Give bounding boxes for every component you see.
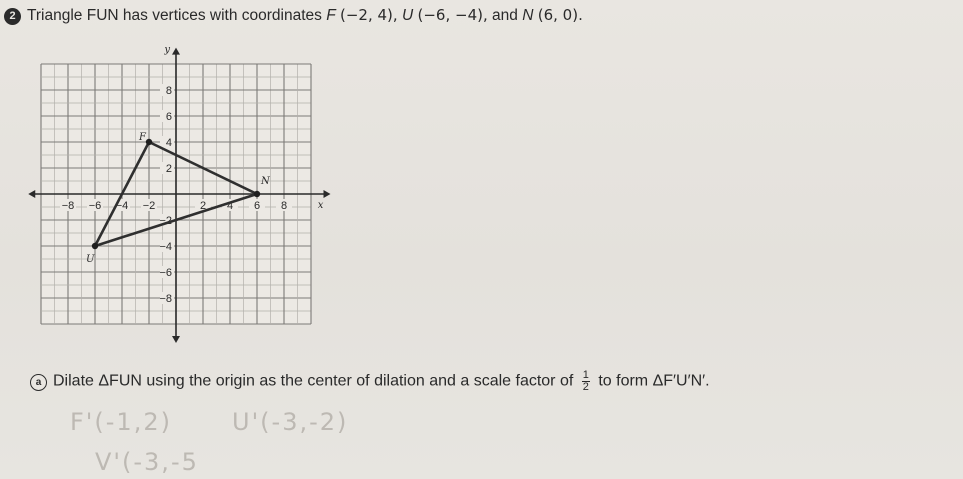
y-tick-label: −8 [159,293,172,305]
x-axis-arrow-left [28,190,35,198]
x-tick-label: −6 [88,200,102,212]
vertex-label-u: U [86,254,95,265]
x-tick-label: −4 [115,200,129,212]
x-axis-label: x [317,200,324,211]
y-tick-label: −2 [159,215,172,227]
vertex-n-label: N [522,7,534,24]
y-tick-label: 8 [165,85,172,97]
fraction-denominator: 2 [582,381,589,393]
y-axis-arrow-down [172,336,180,343]
y-tick-label: 2 [165,163,172,175]
vertex-point-f [146,139,152,145]
handwritten-answer-1: F'(-1,2) [70,408,172,436]
part-a-text-after: to form ΔF′U′N′. [598,372,710,390]
vertex-point-u [92,243,98,249]
x-tick-label: 8 [280,200,288,212]
x-tick-label: −2 [142,200,156,212]
y-axis-arrow-up [172,48,180,55]
y-axis-label: y [164,44,170,56]
fraction-numerator: 1 [582,369,589,381]
x-tick-label: 4 [226,200,234,212]
vertex-n-coords: (6, 0). [537,6,583,24]
vertex-point-n [254,191,260,197]
vertex-f-label: F [326,7,336,24]
handwritten-answer-2: U'(-3,-2) [232,408,349,436]
y-tick-label: −6 [159,267,172,279]
vertex-f-coords: (−2, 4), [340,6,398,24]
vertex-label-f: F [139,132,146,143]
y-tick-label: 6 [165,111,172,123]
part-a-instruction [30,370,710,393]
y-tick-label: 4 [165,137,172,149]
problem-intro: Triangle FUN has vertices with coordinates [27,7,322,24]
x-tick-label: 2 [199,200,207,212]
handwritten-answer-3: V'(-3,-5 [95,448,199,476]
vertex-u-coords: (−6, −4), [417,6,488,24]
conjunction-and: and [492,7,518,24]
x-tick-label: −8 [61,200,75,212]
problem-number-badge: 2 [4,8,21,25]
part-a-badge: a [30,374,47,391]
x-tick-label: 6 [253,200,261,212]
vertex-u-label: U [401,7,414,24]
y-tick-label: −4 [159,241,172,253]
part-a-text-before: Dilate ΔFUN using the origin as the center of dilation and a scale factor of [53,372,574,390]
scale-factor-fraction [582,370,590,393]
vertex-label-n: N [261,176,270,187]
x-axis-arrow-right [324,190,331,198]
